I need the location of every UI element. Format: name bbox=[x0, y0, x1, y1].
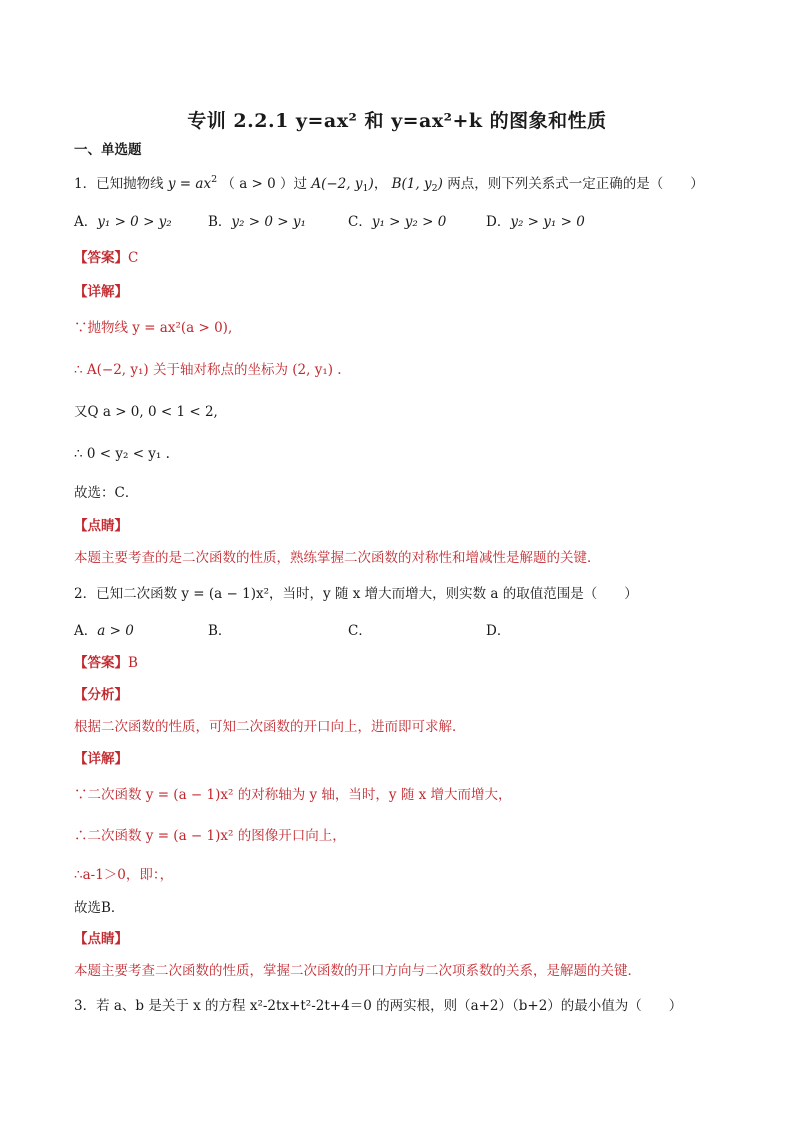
q1-option-d: D．y₂ > y₁ > 0 bbox=[486, 214, 585, 230]
q1-detail-line-4: ∴ 0 < y₂ < y₁ . bbox=[74, 446, 170, 462]
q1-detail-line-5: 故选：C． bbox=[74, 485, 139, 501]
q2-detail-tag: 【详解】 bbox=[74, 751, 128, 767]
question-3-stem: 3．若 a、b 是关于 x 的方程 x²-2tx+t²-2t+4＝0 的两实根，则（a+2）（b+2）的最小值为（ ） bbox=[74, 998, 683, 1014]
q1-suffix: 两点，则下列关系式一定正确的是（ ） bbox=[447, 176, 704, 192]
q2-detail-line-3: ∴a-1＞0，即：， bbox=[74, 867, 174, 883]
q2-detail-line-1: ∵二次函数 y = (a − 1)x² 的对称轴为 y 轴，当时，y 随 x 增大而增大， bbox=[74, 787, 512, 803]
q1-detail-line-2: ∴ A(−2, y₁) 关于轴对称点的坐标为 (2, y₁) . bbox=[74, 362, 342, 378]
q1-condition: （ a > 0 ）过 bbox=[221, 176, 308, 192]
section-heading: 一、单选题 bbox=[74, 142, 142, 158]
q1-point-b: B(1, $y_2$) bbox=[391, 176, 443, 194]
q1-detail-tag: 【详解】 bbox=[74, 284, 128, 300]
q1-option-a: A．y₁ > 0 > y₂ bbox=[74, 214, 172, 230]
q2-comment-tag: 【点睛】 bbox=[74, 931, 128, 947]
q2-detail-line-2: ∴二次函数 y = (a − 1)x² 的图像开口向上， bbox=[74, 828, 346, 844]
q2-option-d: D． bbox=[486, 623, 511, 639]
q2-option-b: B． bbox=[208, 623, 232, 639]
q1-detail-line-1: ∵抛物线 y = ax²(a > 0), bbox=[74, 320, 233, 336]
q1-comment: 本题主要考查的是二次函数的性质，熟练掌握二次函数的对称性和增减性是解题的关键． bbox=[74, 550, 601, 566]
q1-option-b: B．y₂ > 0 > y₁ bbox=[208, 214, 306, 230]
q2-analysis-tag: 【分析】 bbox=[74, 687, 128, 703]
q1-option-c: C．y₁ > y₂ > 0 bbox=[348, 214, 447, 230]
q1-comment-tag: 【点睛】 bbox=[74, 518, 128, 534]
question-1-stem: 1．已知抛物线 $y = ax^2$ （ a > 0 ）过 A(−2, $y_1$)， B(1, $y_2$) 两点，则下列关系式一定正确的是（ ） bbox=[74, 174, 704, 194]
q2-answer: 【答案】B bbox=[74, 655, 138, 671]
q2-analysis: 根据二次函数的性质，可知二次函数的开口向上，进而即可求解． bbox=[74, 719, 466, 735]
q1-detail-line-3: 又Q a > 0, 0 < 1 < 2, bbox=[74, 404, 218, 420]
q1-point-a: A(−2, $y_1$) bbox=[311, 176, 374, 194]
q2-option-c: C． bbox=[348, 623, 372, 639]
q1-expr: $y = ax^2$ bbox=[167, 174, 218, 192]
q2-detail-line-4: 故选B． bbox=[74, 900, 125, 916]
q2-option-a: A．a > 0 bbox=[74, 623, 134, 639]
page-title: 专训 2.2.1 y=ax² 和 y=ax²+k 的图象和性质 bbox=[187, 110, 607, 132]
q2-comment: 本题主要考查二次函数的性质，掌握二次函数的开口方向与二次项系数的关系，是解题的关键． bbox=[74, 963, 641, 979]
question-2-stem: 2．已知二次函数 y = (a − 1)x²，当时，y 随 x 增大而增大，则实数 a 的取值范围是（ ） bbox=[74, 586, 638, 602]
q1-answer: 【答案】C bbox=[74, 250, 139, 266]
q1-prefix: 1．已知抛物线 bbox=[74, 176, 164, 192]
